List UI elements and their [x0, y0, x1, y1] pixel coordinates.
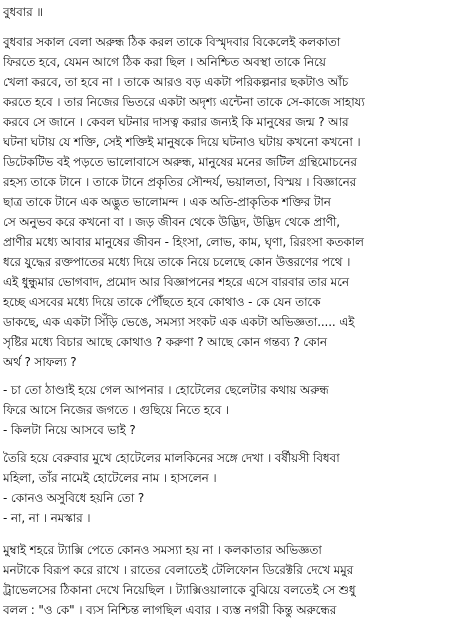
- text-line: ফিরে আসে নিজের জগতে । গুছিয়ে নিতে হবে ।: [3, 403, 230, 417]
- dialogue-line: - কোনও অসুবিধে হয়নি তো ?: [3, 491, 145, 505]
- paragraph-spacer: [3, 22, 455, 32]
- text-line: মহিলা, তাঁর নামেই হোটেলের নাম । হাসলেন ।: [3, 471, 217, 485]
- paragraph-1: [3, 32, 455, 372]
- text-line: ডাকছে, এক একটা সিঁড়ি ভেঙে, সমস্যা সংকট এক একটা অভিজ্ঞতা..... এই: [3, 315, 355, 329]
- text-line: সে অনুভব করে কখনো বা । জড় জীবন থেকে উদ্ভিদ, উদ্ভিদ থেকে প্রাণী,: [3, 215, 340, 229]
- dialogue-line: - চা তো ঠাণ্ডাই হয়ে গেল আপনার । হোটেলের ছেলেটার কথায় অরুন্ধ: [3, 383, 329, 397]
- text-line: ট্রাভেলসের ঠিকানা দেখে নিয়েছিল । ট্যাক্সিওয়ালাকে বুঝিয়ে বলতেই সে শুধু: [3, 583, 356, 597]
- text-line: রহস্য তাকে টানে । তাকে টানে প্রকৃতির সৌন্দর্য, ভয়ালতা, বিস্ময় । বিজ্ঞানের: [3, 175, 357, 189]
- paragraph-spacer: [3, 372, 455, 380]
- text-line: বলল : "ও কে" । ব্যস নিশ্চিন্ত লাগছিল এবার । ব্যস্ত নগরী কিন্তু অরুন্ধের: [3, 603, 337, 617]
- text-line: ডিটেকটিভ বই পড়তে ভালোবাসে অরুন্ধ, মানুষের মনের জটিল গ্রন্থিমোচনের: [3, 155, 357, 169]
- dialogue-line: - না, না । নমস্কার ।: [3, 511, 91, 525]
- text-line: মনটাকে বিরূপ করে রাখে । রাতের বেলাতেই টেলিফোন ডিরেক্টরি দেখে মমুর: [3, 563, 354, 577]
- text-line: হচ্ছে এসবের মধ্যে দিয়ে তাকে পৌঁছতে হবে কোথাও - কে যেন তাকে: [3, 295, 321, 309]
- text-line: করবে সে জানে । কেবল ঘটনার দাসত্ব করার জন্যই কি মানুষের জন্ম ? আর: [3, 115, 349, 129]
- text-line: ঘটনা ঘটায় যে শক্তি, সেই শক্তিই মানুষকে দিয়ে ঘটনাও ঘটায় কখনো কখনো ।: [3, 135, 361, 149]
- text-line: করতে হবে । তার নিজের ভিতরে একটা অদৃশ্য এন্টেনা তাকে সে-কাজে সাহায্য: [3, 95, 365, 109]
- document-heading: বুধবার ॥: [3, 5, 43, 19]
- text-line: খেলা করবে, তা হবে না । তাকে আরও বড় একটা পরিকল্পনার ছকটাও আঁচ: [3, 75, 349, 89]
- paragraph-4: [3, 540, 455, 620]
- text-line: প্রাণীর মধ্যে আবার মানুষের জীবন - হিংসা, লোভ, কাম, ঘৃণা, রিরংসা কতকাল: [3, 235, 364, 249]
- text-line: মুম্বাই শহরে ট্যাক্সি পেতে কোনও সমস্যা হয় না । কলকাতার অভিজ্ঞতা: [3, 543, 322, 557]
- text-line: বুধবার সকাল বেলা অরুন্ধ ঠিক করল তাকে বিস্মৃদবার বিকেলেই কলকাতা: [3, 35, 341, 49]
- paragraph-spacer: [3, 528, 455, 540]
- text-line: অর্থ ? সাফল্য ?: [3, 355, 77, 369]
- text-line: সৃষ্টির মধ্যে বিচার আছে কোথাও ? করুণা ? আছে কোন গন্তব্য ? কোন: [3, 335, 327, 349]
- document-page: [3, 2, 455, 617]
- text-line: তৈরি হয়ে বেরুবার মুখে হোটেলের মালকিনের সঙ্গে দেখা । বর্ষীয়সী বিধবা: [3, 451, 340, 465]
- paragraph-2: [3, 380, 455, 440]
- text-line: ধরে যুদ্ধের রক্তপাতের মধ্যে দিয়ে তাকে নিয়ে চলেছে কোন উত্তরণের পথে ।: [3, 255, 351, 269]
- text-line: এই ধুন্ধুমার ভোগবাদ, প্রমোদ আর বিজ্ঞাপনের শহরে এসে বারবার তার মনে: [3, 275, 349, 289]
- dialogue-line: - কিলটা নিয়ে আসবে ভাই ?: [3, 423, 136, 437]
- paragraph-3: [3, 448, 455, 528]
- paragraph-spacer: [3, 440, 455, 448]
- text-line: ছাত্র তাকে টানে এক অদ্ভুত ভালোমন্দ । এক অতি-প্রাকৃতিক শক্তির টান: [3, 195, 331, 209]
- text-line: ফিরতে হবে, যেমন আগে ঠিক করা ছিল । অনিশ্চিত অবস্থা তাকে নিয়ে: [3, 55, 326, 69]
